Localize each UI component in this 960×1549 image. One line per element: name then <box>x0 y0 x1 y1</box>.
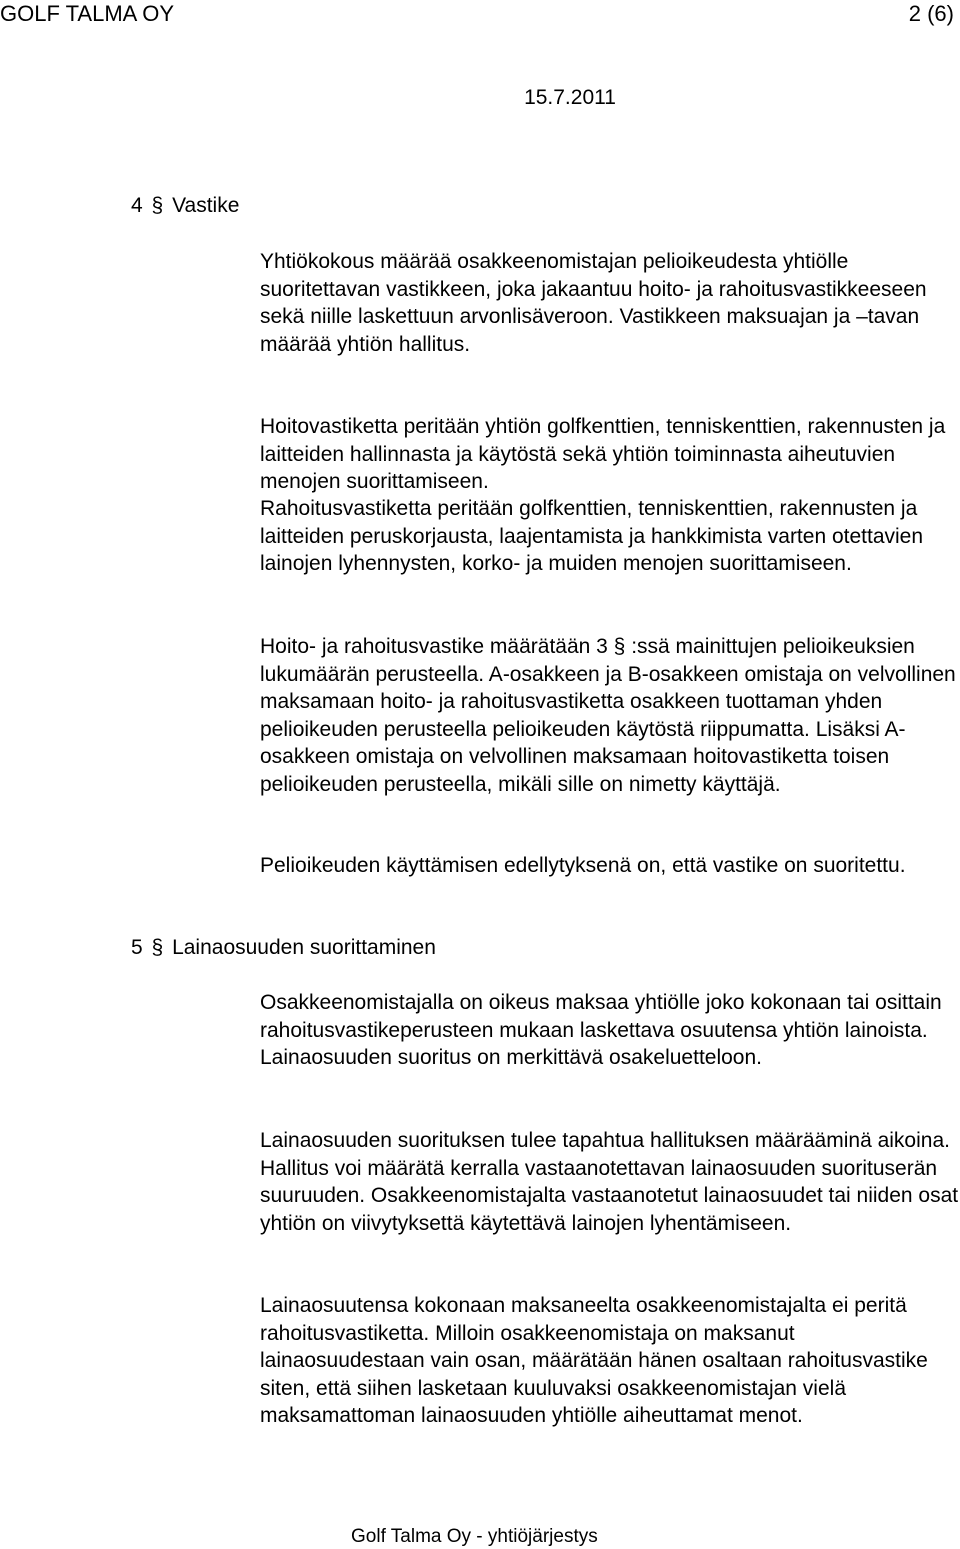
document-date: 15.7.2011 <box>524 86 616 109</box>
section-number: 5 <box>131 936 143 959</box>
paragraph: Osakkeenomistajalla on oikeus maksaa yhtiölle joko kokonaan tai osittain rahoitusvastikeperusteen mukaan laskettava osuutensa yhtiön lainoista. Lainaosuuden suoritus on merkittävä osakeluetteloon. <box>260 991 942 1070</box>
paragraph: Rahoitusvastiketta peritään golfkenttien, tenniskenttien, rakennusten ja laitteiden peruskorjausta, laajentamista ja hankkimista varten otettavien lainojen lyhennysten, korko- ja muiden menojen suorittamiseen. <box>260 497 924 576</box>
page-footer: Golf Talma Oy - yhtiöjärjestys <box>351 1526 598 1547</box>
section-title: Vastike <box>172 194 240 217</box>
paragraph: Hoitovastiketta peritään yhtiön golfkenttien, tenniskenttien, rakennusten ja laitteiden hallinnasta ja käytöstä sekä yhtiön toiminnasta aiheutuvien menojen suorittamiseen. <box>260 415 946 494</box>
paragraph: Lainaosuuden suorituksen tulee tapahtua hallituksen määrääminä aikoina. Hallitus voi määrätä kerralla vastaanotettavan lainaosuuden suorituserän suuruuden. Osakkeenomistajalta vastaanotetut lainaosuudet tai niiden osat yhtiön on viivytyksettä käytettävä lainojen lyhentämiseen. <box>260 1129 959 1235</box>
paragraph: Hoito- ja rahoitusvastike määrätään 3 § :ssä mainittujen pelioikeuksien lukumäärän perusteella. A-osakkeen ja B-osakkeen omistaja on velvollinen maksamaan hoito- ja rahoitusvastiketta osakkeen tuottaman yhden pelioikeuden perusteella pelioikeuden käytöstä riippumatta. Lisäksi A-osakkeen omistaja on velvollinen maksamaan hoitovastiketta toisen pelioikeuden perusteella, mikäli sille on nimetty käyttäjä. <box>260 635 956 796</box>
page-number: 2 (6) <box>908 1 954 26</box>
section-4-heading <box>131 193 239 219</box>
section-number: 4 <box>131 194 143 217</box>
section-symbol: § <box>151 194 164 217</box>
paragraph: Pelioikeuden käyttämisen edellytyksenä on, että vastike on suoritettu. <box>260 854 906 877</box>
paragraph: Lainaosuutensa kokonaan maksaneelta osakkeenomistajalta ei peritä rahoitusvastiketta. Milloin osakkeenomistaja on maksanut lainaosuudestaan vain osan, määrätään hänen osaltaan rahoitusvastike siten, että siihen lasketaan kuuluvaksi osakkeenomistajan vielä maksamattoman lainaosuuden yhtiölle aiheuttamat menot. <box>260 1294 928 1428</box>
company-name: GOLF TALMA OY <box>0 1 175 26</box>
section-symbol: § <box>151 936 164 959</box>
section-5-heading <box>131 935 436 961</box>
paragraph: Yhtiökokous määrää osakkeenomistajan pelioikeudesta yhtiölle suoritettavan vastikkeen, joka jakaantuu hoito- ja rahoitusvastikkeeseen sekä niille laskettuun arvonlisäveroon. Vastikkeen maksuajan ja –tavan määrää yhtiön hallitus. <box>260 250 927 356</box>
section-title: Lainaosuuden suorittaminen <box>172 936 436 959</box>
